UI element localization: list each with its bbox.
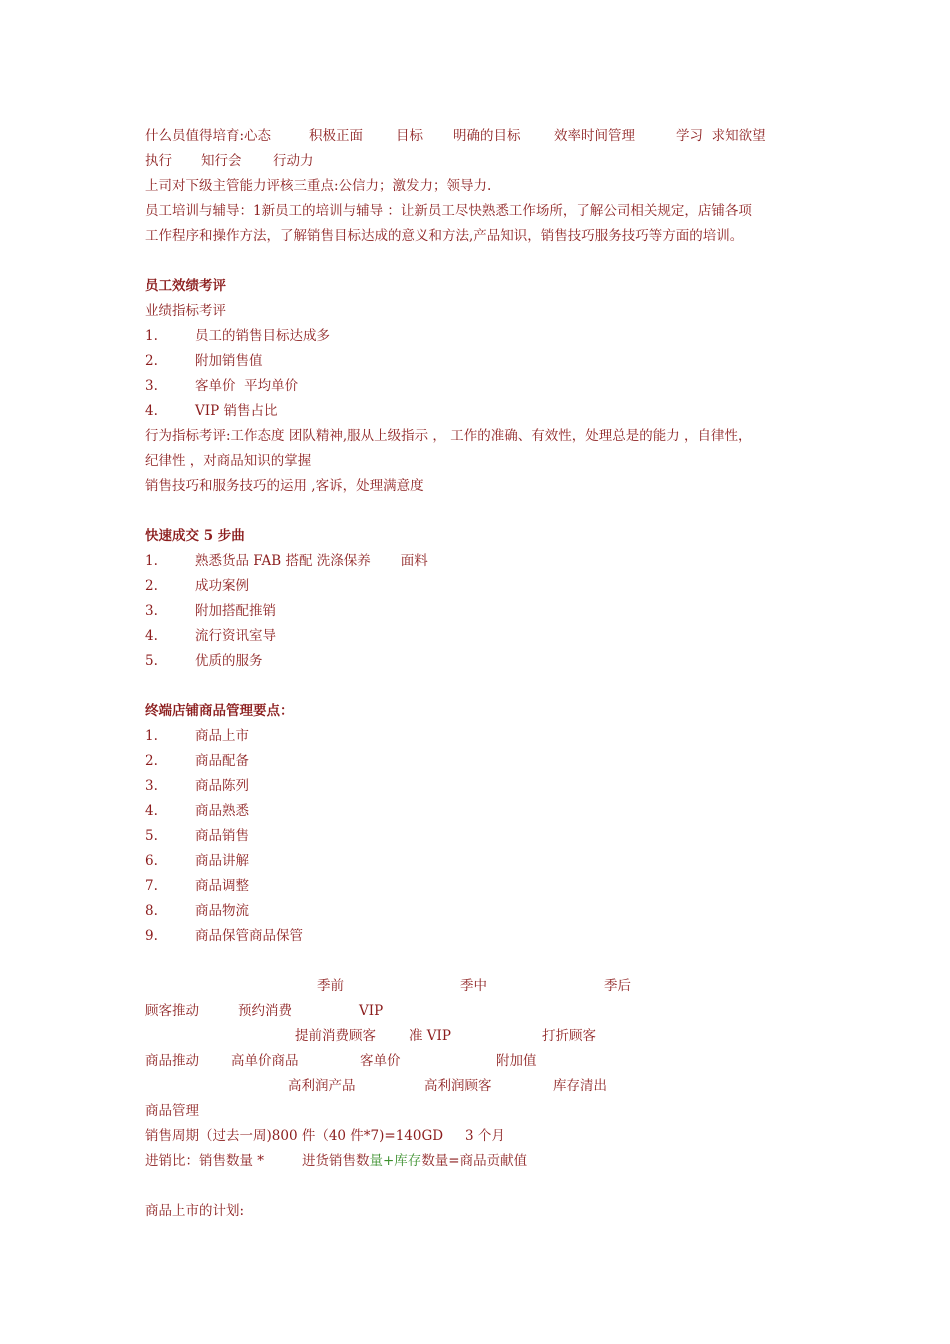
list-item — [145, 749, 810, 774]
product-row-1 — [145, 1049, 810, 1074]
mgmt-line: 商品管理 — [145, 1103, 199, 1119]
list-text: 附加搭配推销 — [195, 603, 276, 619]
list-item — [145, 824, 810, 849]
list-number: 4. — [145, 803, 158, 819]
list-item — [145, 649, 810, 674]
season-cell: 准 VIP — [409, 1028, 451, 1044]
intro-text: 行动力 — [273, 153, 314, 169]
list-item — [145, 599, 810, 624]
list-text: 附加销售值 — [195, 353, 263, 369]
list-number: 7. — [145, 878, 158, 894]
intro-line-5: 工作程序和操作方法，了解销售目标达成的意义和方法,产品知识，销售技巧服务技巧等方面的培训。 — [145, 228, 744, 244]
list-item — [145, 574, 810, 599]
list-number: 4. — [145, 403, 158, 419]
intro-text: 目标 — [396, 128, 423, 144]
intro-text: 执行 — [145, 153, 172, 169]
merch-heading: 终端店铺商品管理要点： — [145, 703, 294, 719]
list-text: 商品配备 — [195, 753, 249, 769]
customer-row-2 — [145, 1024, 810, 1049]
list-number: 3. — [145, 603, 158, 619]
spacer — [145, 1174, 810, 1199]
intro-line-3: 上司对下级主管能力评核三重点:公信力；激发力；领导力. — [145, 178, 492, 194]
ratio-line — [145, 1149, 810, 1174]
spacer — [145, 499, 810, 524]
list-number: 5. — [145, 828, 158, 844]
season-cell: 客单价 — [360, 1053, 401, 1069]
list-number: 1. — [145, 328, 158, 344]
row-label: 顾客推动 — [145, 1003, 199, 1019]
ratio-highlight: 量+库存 — [369, 1153, 422, 1169]
behavior-line-3: 销售技巧和服务技巧的运用 ,客诉，处理满意度 — [145, 478, 424, 494]
intro-line-4: 员工培训与辅导：1新员工的培训与辅导 ：让新员工尽快熟悉工作场所，了解公司相关规定，店铺各项 — [145, 203, 752, 219]
season-header-cell: 季前 — [317, 978, 344, 994]
performance-subheading: 业绩指标考评 — [145, 303, 226, 319]
list-text: 商品保管商品保管 — [195, 928, 303, 944]
list-item — [145, 549, 810, 574]
list-number: 1. — [145, 728, 158, 744]
season-header-row — [145, 974, 810, 999]
spacer — [145, 249, 810, 274]
list-item — [145, 774, 810, 799]
list-number: 5. — [145, 653, 158, 669]
list-number: 2. — [145, 753, 158, 769]
list-text: 客单价 平均单价 — [195, 378, 299, 394]
behavior-line-1: 行为指标考评:工作态度 团队精神,服从上级指示 ， 工作的准确、有效性，处理总是的能力 ，自律性， — [145, 428, 752, 444]
list-text: 员工的销售目标达成多 — [195, 328, 330, 344]
intro-text: 学习 求知欲望 — [676, 128, 766, 144]
season-cell: 附加值 — [496, 1053, 537, 1069]
intro-line-2 — [145, 149, 810, 174]
list-text: 商品讲解 — [195, 853, 249, 869]
list-item — [145, 349, 810, 374]
list-item — [145, 899, 810, 924]
product-row-2 — [145, 1074, 810, 1099]
list-text: 优质的服务 — [195, 653, 263, 669]
list-number: 9. — [145, 928, 158, 944]
steps-heading: 快速成交 5 步曲 — [145, 528, 245, 544]
list-text: 商品调整 — [195, 878, 249, 894]
list-text: 流行资讯室导 — [195, 628, 276, 644]
list-text: 商品上市 — [195, 728, 249, 744]
sales-cycle-period: 3 个月 — [465, 1128, 505, 1144]
list-number: 1. — [145, 553, 158, 569]
customer-row-1 — [145, 999, 810, 1024]
list-text: 商品物流 — [195, 903, 249, 919]
list-number: 3. — [145, 378, 158, 394]
list-number: 4. — [145, 628, 158, 644]
season-header-cell: 季后 — [604, 978, 631, 994]
list-item — [145, 849, 810, 874]
list-item — [145, 799, 810, 824]
list-item — [145, 399, 810, 424]
performance-heading: 员工效绩考评 — [145, 278, 226, 294]
sales-cycle-text: 销售周期（过去一周)800 件（40 件*7)=140GD — [145, 1128, 444, 1144]
ratio-text: 进货销售数 — [302, 1153, 370, 1169]
spacer — [145, 674, 810, 699]
season-cell: 打折顾客 — [542, 1028, 596, 1044]
season-cell: 高单价商品 — [231, 1053, 299, 1069]
intro-line-1 — [145, 124, 810, 149]
intro-text: 效率时间管理 — [554, 128, 635, 144]
season-cell: VIP — [359, 1003, 384, 1019]
ratio-formula — [302, 1149, 527, 1174]
intro-text: 明确的目标 — [453, 128, 521, 144]
list-number: 8. — [145, 903, 158, 919]
ratio-text: 数量=商品贡献值 — [421, 1153, 528, 1169]
list-number: 3. — [145, 778, 158, 794]
document-page — [145, 124, 810, 1224]
list-item — [145, 874, 810, 899]
list-item — [145, 374, 810, 399]
list-text: 商品销售 — [195, 828, 249, 844]
season-cell: 预约消费 — [238, 1003, 292, 1019]
ratio-text: 进销比：销售数量 * — [145, 1153, 265, 1169]
list-text: 熟悉货品 FAB 搭配 洗涤保养 面料 — [195, 553, 428, 569]
list-item — [145, 624, 810, 649]
intro-text: 知行会 — [201, 153, 242, 169]
list-number: 2. — [145, 578, 158, 594]
season-cell: 提前消费顾客 — [295, 1028, 376, 1044]
behavior-line-2: 纪律性 ，对商品知识的掌握 — [145, 453, 312, 469]
spacer — [145, 949, 810, 974]
row-label: 商品推动 — [145, 1053, 199, 1069]
season-header-cell: 季中 — [460, 978, 487, 994]
list-item — [145, 324, 810, 349]
season-cell: 库存清出 — [553, 1078, 607, 1094]
season-cell: 高利润顾客 — [424, 1078, 492, 1094]
intro-text: 什么员值得培育:心态 — [145, 128, 272, 144]
list-item — [145, 724, 810, 749]
list-number: 2. — [145, 353, 158, 369]
list-item — [145, 924, 810, 949]
plan-line: 商品上市的计划: — [145, 1203, 245, 1219]
list-number: 6. — [145, 853, 158, 869]
sales-cycle-line — [145, 1124, 810, 1149]
intro-text: 积极正面 — [309, 128, 363, 144]
list-text: VIP 销售占比 — [195, 403, 278, 419]
list-text: 商品陈列 — [195, 778, 249, 794]
list-text: 商品熟悉 — [195, 803, 249, 819]
list-text: 成功案例 — [195, 578, 249, 594]
season-cell: 高利润产品 — [288, 1078, 356, 1094]
